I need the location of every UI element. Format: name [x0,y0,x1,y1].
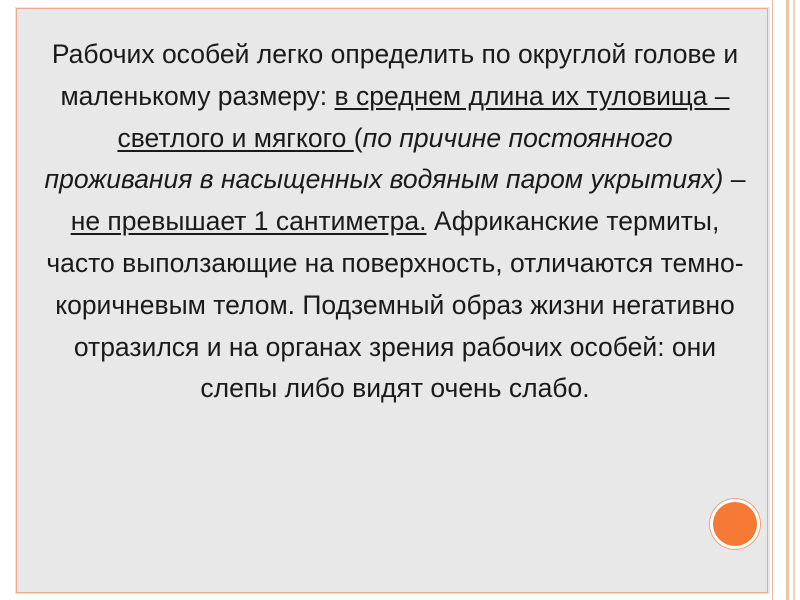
text-segment: Рабочих особей легко определить по округлой голове и маленькому размеру: [51,39,739,111]
decorative-line [772,0,773,600]
decorative-orange-circle [713,502,757,546]
text-segment: Африканские термиты, часто выползающие на поверхность, отличаются темно-коричневым телом. Подземный образ жизни негативно отразился и на органах зрения рабочих особей: они слепы либо видят очень слабо. [46,206,744,404]
decorative-strip-thin [793,0,795,600]
text-segment-underlined: не превышает 1 сантиметра. [70,206,427,237]
text-segment-underlined: в среднем длина их туловища – светлого и мягкого [117,80,730,153]
text-segment: – [723,164,746,195]
text-segment-italic: по причине постоянного проживания в насыщенных водяным паром укрытиях) [44,122,724,195]
slide-body-text [40,34,750,410]
decorative-strip [786,0,789,600]
text-segment: ( [353,122,363,153]
